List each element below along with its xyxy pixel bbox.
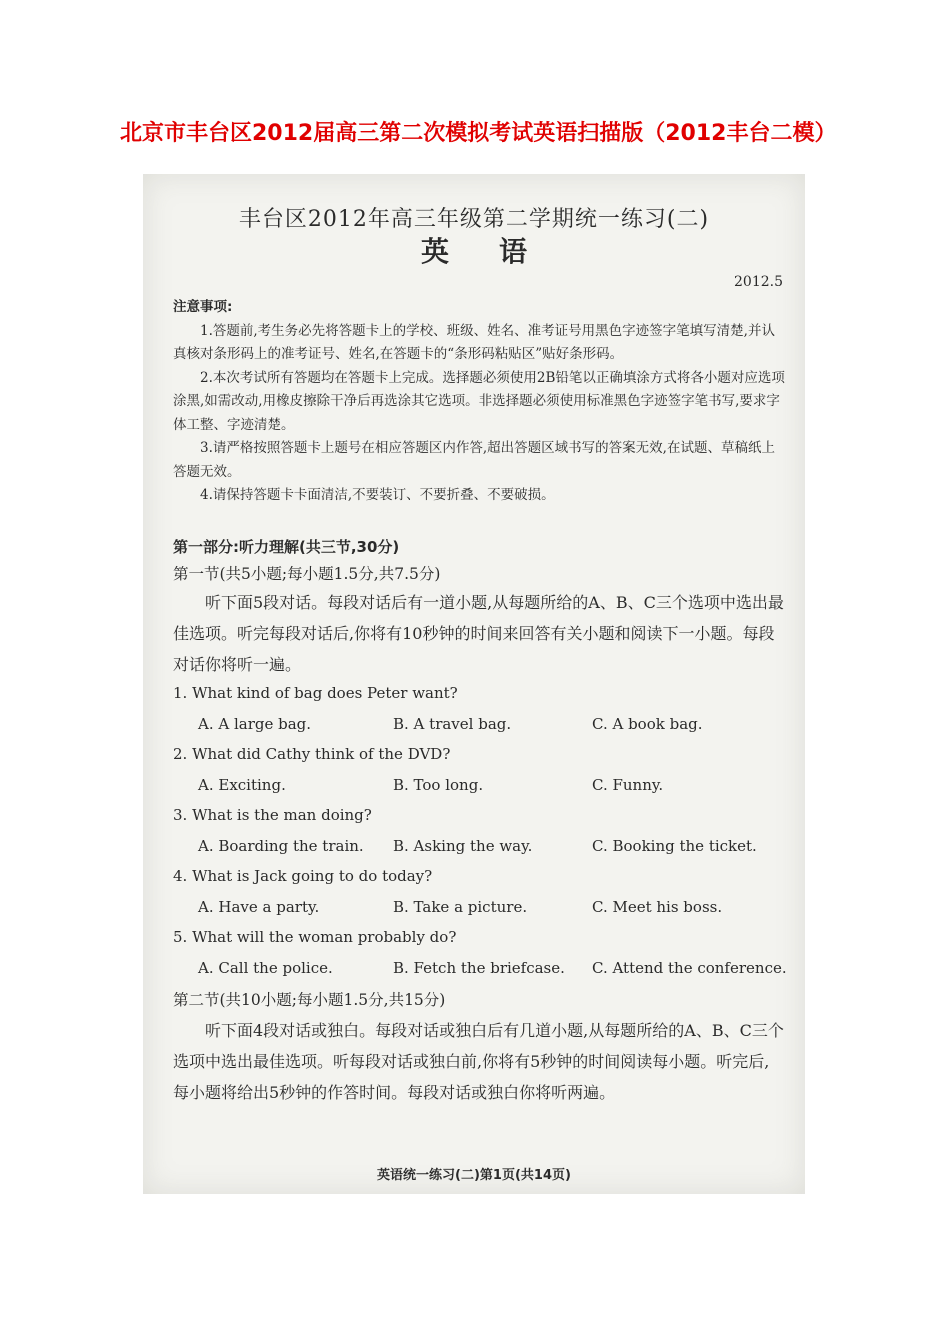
option-c: C. Booking the ticket. (592, 837, 757, 855)
section1-heading: 第一节(共5小题;每小题1.5分,共7.5分) (173, 565, 441, 583)
option-a: A. Exciting. (198, 776, 286, 794)
exam-date: 2012.5 (734, 274, 783, 290)
option-b: B. Too long. (393, 776, 484, 794)
notice-item: 3.请严格按照答题卡上题号在相应答题区内作答,超出答题区域书写的答案无效,在试题、草稿纸上答题无效。 (173, 440, 775, 480)
option-b: B. Asking the way. (393, 837, 533, 855)
section2-heading: 第二节(共10小题;每小题1.5分,共15分) (173, 991, 446, 1009)
exam-subject: 英语 (420, 235, 577, 268)
notice-item: 1.答题前,考生务必先将答题卡上的学校、班级、姓名、准考证号用黑色字迹签字笔填写清楚,并认真核对条形码上的准考证号、姓名,在答题卡的“条形码粘贴区”贴好条形码。 (173, 322, 775, 362)
exam-header-title: 丰台区2012年高三年级第二学期统一练习(二) (238, 207, 710, 232)
document-title: 北京市丰台区2012届高三第二次模拟考试英语扫描版（2012丰台二模） (120, 121, 837, 146)
notice-heading: 注意事项: (173, 299, 233, 315)
scanned-exam-page (143, 174, 805, 1194)
section1-instructions: 听下面5段对话。每段对话后有一道小题,从每题所给的A、B、C三个选项中选出最佳选项。听完每段对话后,你将有10秒钟的时间来回答有关小题和阅读下一小题。每段对话你将听一遍。 (173, 593, 784, 674)
option-a: A. Have a party. (198, 898, 320, 916)
option-b: B. A travel bag. (393, 715, 512, 733)
question-stem: 2. What did Cathy think of the DVD? (173, 745, 451, 763)
notice-item: 4.请保持答题卡卡面清洁,不要装订、不要折叠、不要破损。 (200, 487, 555, 503)
option-a: A. A large bag. (198, 715, 312, 733)
notice-block (173, 296, 785, 508)
section2-instructions: 听下面4段对话或独白。每段对话或独白后有几道小题,从每题所给的A、B、C三个选项中选出最佳选项。听每段对话或独白前,你将有5秒钟的时间阅读每小题。听完后,每小题将给出5秒钟的作答时间。每段对话或独白你将听两遍。 (173, 1021, 784, 1102)
question-stem: 3. What is the man doing? (173, 806, 372, 824)
option-c: C. Funny. (592, 776, 664, 794)
option-c: C. Meet his boss. (592, 898, 723, 916)
question-stem: 5. What will the woman probably do? (173, 928, 457, 946)
option-c: C. Attend the conference. (592, 959, 787, 977)
option-b: B. Fetch the briefcase. (393, 959, 565, 977)
question-stem: 4. What is Jack going to do today? (173, 867, 433, 885)
option-c: C. A book bag. (592, 715, 703, 733)
option-a: A. Call the police. (198, 959, 333, 977)
option-b: B. Take a picture. (393, 898, 528, 916)
notice-item: 2.本次考试所有答题均在答题卡上完成。选择题必须使用2B铅笔以正确填涂方式将各小题对应选项涂黑,如需改动,用橡皮擦除干净后再选涂其它选项。非选择题必须使用标准黑色字迹签字笔书写,要求字体工整、字迹清楚。 (173, 369, 785, 433)
page-footer: 英语统一练习(二)第1页(共14页) (377, 1168, 571, 1183)
part1-heading: 第一部分:听力理解(共三节,30分) (173, 538, 400, 556)
question-stem: 1. What kind of bag does Peter want? (173, 684, 458, 702)
option-a: A. Boarding the train. (198, 837, 364, 855)
